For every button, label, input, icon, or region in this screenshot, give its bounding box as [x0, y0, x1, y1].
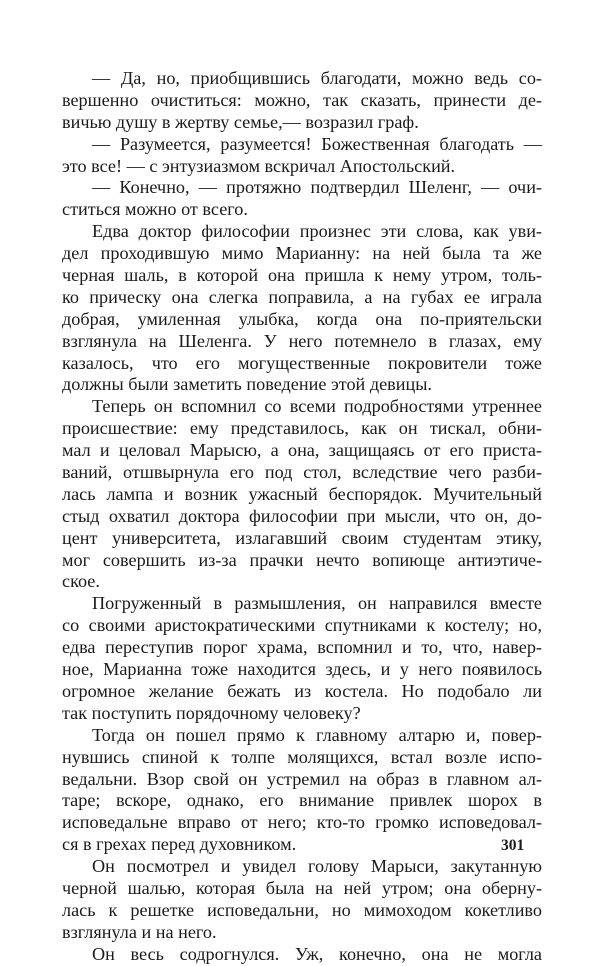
text-line: добрая, умиленная улыбка, когда она по-приятельски	[62, 308, 542, 329]
text-line: Он посмотрел и увидел голову Марыси, закутанную	[92, 856, 542, 877]
text-line: дел проходившую мимо Марианну: на ней была та же	[62, 243, 542, 264]
text-line: стыд охватил доктора философии при мысли, что он, до-	[62, 505, 542, 526]
text-line: нувшись спиной к толпе молящихся, встал возле испо-	[62, 746, 542, 767]
text-line: Погруженный в размышления, он направился вместе	[92, 593, 542, 614]
text-line: ся в грехах перед духовником.	[62, 834, 297, 855]
text-line: Тогда он пошел прямо к главному алтарю и, повер-	[92, 724, 542, 745]
text-line: вершенно очиститься: можно, так сказать, принести де-	[62, 89, 542, 110]
text-line: огромное желание бежать из костела. Но подобало ли	[62, 680, 542, 701]
text-line: казалось, что его могущественные покровители тоже	[62, 352, 542, 373]
text-line: едва переступив порог храма, вспомнил и то, что, навер-	[62, 637, 542, 658]
text-line: черная шаль, в которой она пришла к нему утром, толь-	[62, 265, 542, 286]
text-line: Едва доктор философии произнес эти слова, как уви-	[92, 221, 542, 242]
text-line: — Разумеется, разумеется! Божественная благодать —	[92, 133, 542, 154]
text-line: Теперь он вспомнил со всеми подробностями утреннее	[92, 396, 542, 417]
text-line: ваний, отшвырнула его под стол, вследствие чего разби-	[62, 462, 542, 483]
text-line: ное, Марианна тоже находится здесь, и у него появилось	[62, 659, 542, 680]
text-line: взглянула и на него.	[62, 921, 217, 942]
text-line: со своими аристократическими спутниками к костелу; но,	[62, 615, 542, 636]
text-line: ко прическу она слегка поправила, а на губах ее играла	[62, 286, 542, 307]
text-line: это все! — с энтузиазмом вскричал Апостольский.	[62, 155, 456, 176]
text-line: лась лампа и возник ужасный беспорядок. Мучительный	[62, 483, 542, 504]
text-line: таре; вскоре, однако, его внимание привлек шорох в	[62, 790, 542, 811]
text-line: мог совершить из-за прачки нечто вопиюще антиэтиче-	[62, 549, 542, 570]
text-line: взглянула на Шеленга. У него потемнело в глазах, ему	[62, 330, 542, 351]
text-line: Он весь содрогнулся. Уж, конечно, она не могла	[92, 943, 542, 964]
text-line: — Да, но, приобщившись благодати, можно ведь со-	[92, 68, 542, 88]
text-line: черной шалью, которая была на ней утром; она оберну-	[62, 877, 542, 898]
text-line: ститься можно от всего.	[62, 199, 248, 220]
text-line: — Конечно, — протяжно подтвердил Шеленг, — очи-	[92, 177, 542, 198]
text-line: исповедальне вправо от него; кто-то громко исповедовал-	[62, 812, 542, 833]
text-line: цент университета, излагавший своим студентам этику,	[62, 527, 542, 548]
text-line: должны были заметить поведение этой девицы.	[62, 374, 432, 395]
text-line: ведальни. Взор свой он устремил на образ в главном ал-	[62, 768, 542, 789]
text-line: так поступить порядочному человеку?	[62, 702, 361, 723]
text-line: лась к решетке исповедальни, но мимоходом кокетливо	[62, 899, 542, 920]
text-line: происшествие: ему представилось, как он тискал, обни-	[62, 418, 542, 439]
page-number: 301	[501, 837, 525, 854]
page-text	[62, 68, 542, 966]
text-line: вичью душу в жертву семье,— возразил граф.	[62, 111, 419, 132]
text-line: ское.	[62, 571, 100, 592]
text-line: мал и целовал Марысю, а она, защищаясь от его приста-	[62, 440, 542, 461]
